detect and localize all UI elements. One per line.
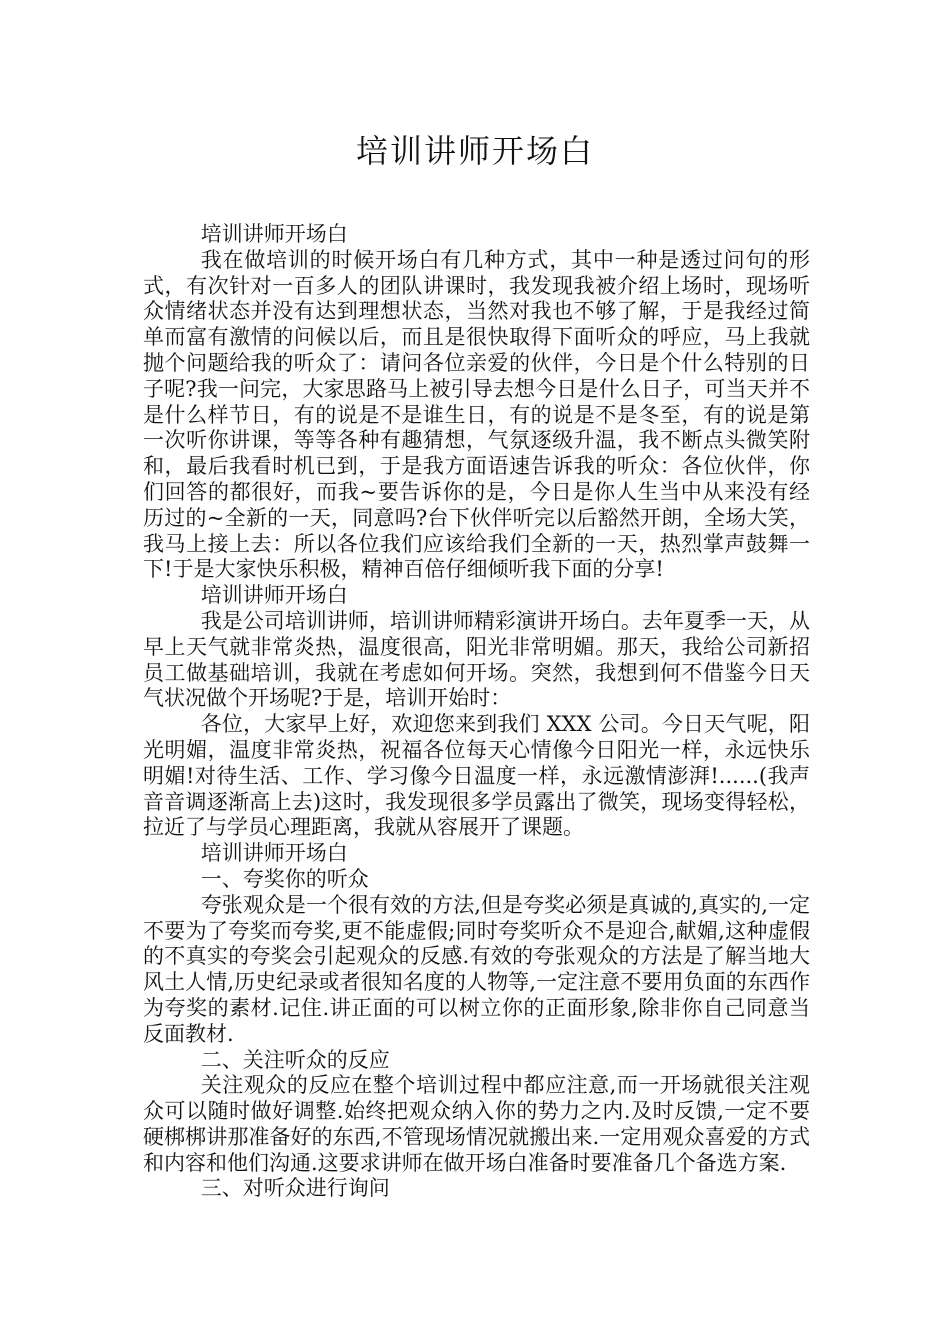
paragraph-2: 我是公司培训讲师，培训讲师精彩演讲开场白。去年夏季一天，从早上天气就非常炎热，温度很高，阳光非常明媚。那天，我给公司新招员工做基础培训，我就在考虑如何开场。突然，我想到何不借鉴今日天气状况做个开场呢?于是，培训开始时： (143, 608, 810, 711)
section-heading-2: 培训讲师开场白 (200, 583, 348, 608)
paragraph-5: 关注观众的反应在整个培训过程中都应注意,而一开场就很关注观众可以随时做好调整.始终把观众纳入你的势力之内.及时反馈,一定不要硬梆梆讲那准备好的东西,不管现场情况就搬出来.一定用观众喜爱的方式和内容和他们沟通.这要求讲师在做开场白准备时要准备几个备选方案. (143, 1073, 810, 1175)
paragraph-4: 夸张观众是一个很有效的方法,但是夸奖必须是真诚的,真实的,一定不要为了夸奖而夸奖,更不能虚假;同时夸奖听众不是迎合,献媚,这种虚假的不真实的夸奖会引起观众的反感.有效的夸张观众的方法是了解当地大风土人情,历史纪录或者很知名度的人物等,一定注意不要用负面的东西作为夸奖的素材.记住.讲正面的可以树立你的正面形象,除非你自己同意当反面教材. (143, 892, 810, 1046)
section-heading-3: 培训讲师开场白 (200, 841, 348, 866)
document-title: 培训讲师开场白 (355, 132, 594, 170)
paragraph-1: 我在做培训的时候开场白有几种方式，其中一种是透过问句的形式，有次针对一百多人的团队讲课时，我发现我被介绍上场时，现场听众情绪状态并没有达到理想状态，当然对我也不够了解，于是我经过简单而富有激情的问候以后，而且是很快取得下面听众的呼应，马上我就抛个问题给我的听众了：请问各位亲爱的伙伴，今日是个什么特别的日子呢?我一问完，大家思路马上被引导去想今日是什么日子，可当天并不是什么样节日，有的说是不是谁生日，有的说是不是冬至，有的说是第一次听你讲课，等等各种有趣猜想，气氛逐级升温，我不断点头微笑附和，最后我看时机已到，于是我方面语速告诉我的听众：各位伙伴，你们回答的都很好，而我~要告诉你的是，今日是你人生当中从来没有经历过的~全新的一天，同意吗?台下伙伴听完以后豁然开朗，全场大笑，我马上接上去：所以各位我们应该给我们全新的一天，热烈掌声鼓舞一下!于是大家快乐积极，精神百倍仔细倾听我下面的分享! (143, 247, 810, 582)
subheading-audience-reaction: 二、关注听众的反应 (200, 1047, 390, 1072)
subheading-praise-audience: 一、夸奖你的听众 (200, 866, 369, 891)
subheading-ask-audience: 三、对听众进行询问 (200, 1176, 390, 1201)
document-body (143, 222, 810, 1202)
section-heading-1: 培训讲师开场白 (200, 222, 348, 246)
paragraph-3: 各位，大家早上好，欢迎您来到我们 XXX 公司。今日天气呢，阳光明媚，温度非常炎热，祝福各位每天心情像今日阳光一样，永远快乐明媚!对待生活、工作、学习像今日温度一样，永远激情澎湃!......(我声音音调逐渐高上去)这时，我发现很多学员露出了微笑，现场变得轻松，拉近了与学员心理距离，我就从容展开了课题。 (143, 712, 810, 840)
